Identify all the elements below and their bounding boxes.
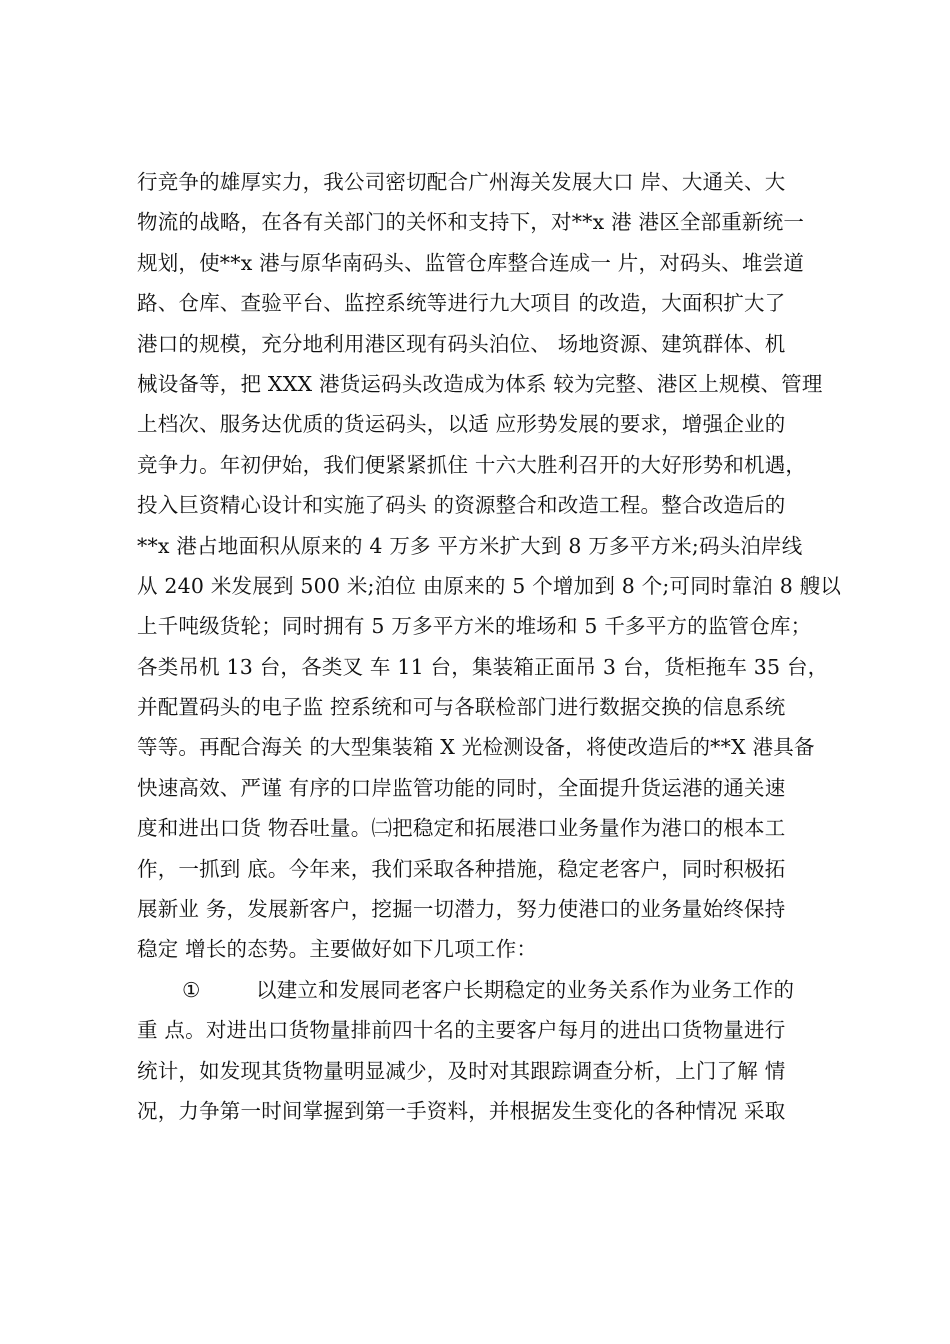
text-line: 展新业 务，发展新客户，挖掘一切潜力，努力使港口的业务量始终保持: [137, 897, 786, 922]
list-item-first-line: [137, 970, 817, 1010]
text-line: 械设备等，把 XXX 港货运码头改造成为体系 较为完整、港区上规模、管理: [137, 371, 823, 396]
text-line: 况，力争第一时间掌握到第一手资料，并根据发生变化的各种情况 采取: [137, 1098, 786, 1123]
text-line: 从 240 米发展到 500 米;泊位 由原来的 5 个增加到 8 个;可同时靠泊 8 艘以: [137, 573, 842, 598]
text-line: 各类吊机 13 台，各类叉 车 11 台，集装箱正面吊 3 台，货柜拖车 35 台，: [137, 654, 829, 679]
document-body: [137, 162, 842, 1131]
text-line: 投入巨资精心设计和实施了码头 的资源整合和改造工程。整合改造后的: [137, 493, 786, 518]
text-line: 等等。再配合海关 的大型集装箱 X 光检测设备，将使改造后的**X 港具备: [137, 735, 815, 760]
text-line: 行竞争的雄厚实力，我公司密切配合广州海关发展大口 岸、大通关、大: [137, 170, 786, 194]
text-line: 规划，使**x 港与原华南码头、监管仓库整合连成一 片，对码头、堆尝道: [137, 250, 805, 275]
list-item-text: 以建立和发展同老客户长期稳定的业务关系作为业务工作的: [256, 977, 795, 1002]
text-line: 统计，如发现其货物量明显减少，及时对其跟踪调查分析，上门了解 情: [137, 1058, 786, 1083]
text-line: 竞争力。年初伊始，我们便紧紧抓住 十六大胜利召开的大好形势和机遇，: [137, 452, 807, 477]
text-line: 上千吨级货轮；同时拥有 5 万多平方米的堆场和 5 千多平方的监管仓库；: [137, 614, 812, 639]
list-item-number: ①: [182, 977, 201, 1002]
text-line: 作，一抓到 底。今年来，我们采取各种措施，稳定老客户，同时积极拓: [137, 856, 786, 881]
text-line: 路、仓库、查验平台、监控系统等进行九大项目 的改造，大面积扩大了: [137, 291, 786, 316]
text-line: 重 点。对进出口货物量排前四十名的主要客户每月的进出口货物量进行: [137, 1018, 786, 1043]
text-line: 上档次、服务达优质的货运码头，以适 应形势发展的要求，增强企业的: [137, 412, 786, 437]
text-line: 稳定 增长的态势。主要做好如下几项工作：: [137, 937, 538, 962]
text-line: **x 港占地面积从原来的 4 万多 平方米扩大到 8 万多平方米;码头泊岸线: [137, 533, 803, 558]
text-line: 港口的规模，充分地利用港区现有码头泊位、 场地资源、建筑群体、机: [137, 331, 786, 356]
text-line: 物流的战略，在各有关部门的关怀和支持下，对**x 港 港区全部重新统一: [137, 210, 805, 235]
text-line: 度和进出口货 物吞吐量。㈡把稳定和拓展港口业务量作为港口的根本工: [137, 816, 786, 841]
text-line: 并配置码头的电子监 控系统和可与各联检部门进行数据交换的信息系统: [137, 695, 786, 720]
text-line: 快速高效、严谨 有序的口岸监管功能的同时，全面提升货运港的通关速: [137, 775, 786, 800]
